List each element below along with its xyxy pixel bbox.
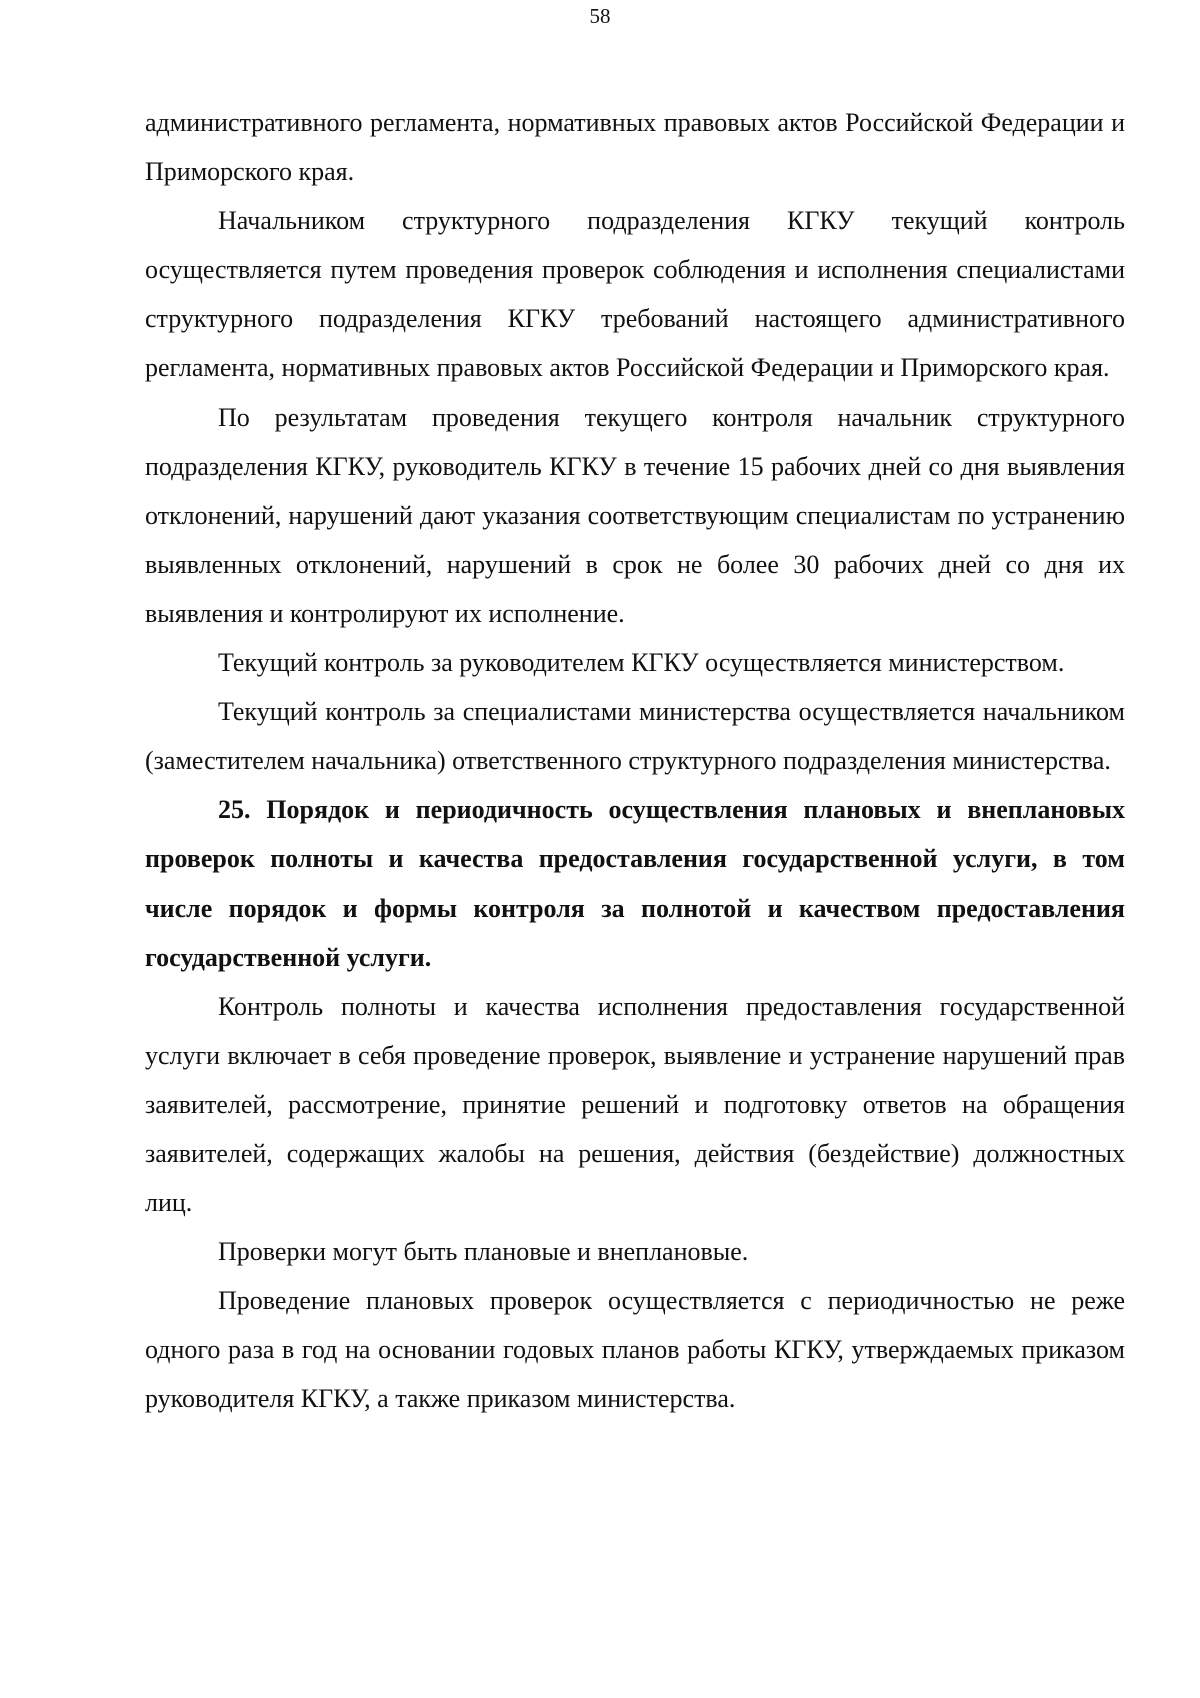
paragraph-quality-control-scope: Контроль полноты и качества исполнения предоставления государственной услуги включает в себя проведение проверок, выявление и устранение нарушений прав заявителей, рассмотрение, принятие решений и подготовку ответов на обращения заявителей, содержащих жалобы на решения, действия (бездействие) должностных лиц.: [145, 991, 1125, 1218]
document-body: [145, 98, 1125, 1424]
paragraph-inspection-types: Проверки могут быть плановые и внеплановые.: [218, 1237, 749, 1267]
paragraph-head-control: Текущий контроль за руководителем КГКУ осуществляется министерством.: [218, 648, 1065, 678]
paragraph-planned-inspections: Проведение плановых проверок осуществляется с периодичностью не реже одного раза в год на основании годовых планов работы КГКУ, утверждаемых приказом руководителя КГКУ, а также приказом министерства.: [145, 1286, 1125, 1414]
paragraph-control-results: По результатам проведения текущего контроля начальник структурного подразделения КГКУ, руководитель КГКУ в течение 15 рабочих дней со дня выявления отклонений, нарушений дают указания соответствующим специалистам по устранению выявленных отклонений, нарушений в срок не более 30 рабочих дней со дня их выявления и контролируют их исполнение.: [145, 402, 1125, 628]
page-number: 58: [589, 4, 611, 28]
paragraph-continuation: административного регламента, нормативных правовых актов Российской Федерации и Приморского края.: [145, 108, 1125, 187]
section-25-heading: 25. Порядок и периодичность осуществления плановых и внеплановых проверок полноты и качества предоставления государственной услуги, в том числе порядок и формы контроля за полнотой и качеством предоставления государственной услуги.: [145, 795, 1125, 972]
paragraph-ministry-specialists-control: Текущий контроль за специалистами министерства осуществляется начальником (заместителем начальника) ответственного структурного подразделения министерства.: [145, 697, 1125, 776]
paragraph-structural-unit-control: Начальником структурного подразделения КГКУ текущий контроль осуществляется путем проведения проверок соблюдения и исполнения специалистами структурного подразделения КГКУ требований настоящего административного регламента, нормативных правовых актов Российской Федерации и Приморского края.: [145, 206, 1125, 383]
